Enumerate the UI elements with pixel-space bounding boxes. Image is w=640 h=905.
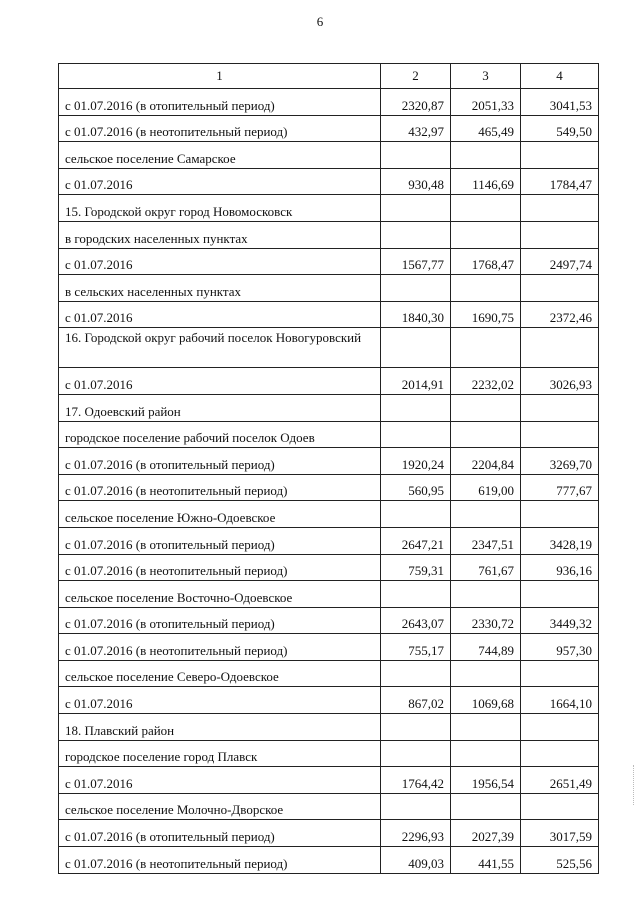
column-header: 3 xyxy=(451,64,521,89)
table-row xyxy=(59,275,599,302)
row-value-col-4: 3428,19 xyxy=(521,527,599,554)
row-label: с 01.07.2016 (в неотопительный период) xyxy=(59,847,381,874)
row-value-col-2 xyxy=(381,714,451,741)
table-body xyxy=(59,64,599,874)
table-row xyxy=(59,368,599,395)
page-number: 6 xyxy=(316,14,324,29)
row-value-col-2 xyxy=(381,660,451,687)
table-row xyxy=(59,115,599,142)
row-label: с 01.07.2016 (в отопительный период) xyxy=(59,89,381,116)
row-value-col-3: 2232,02 xyxy=(451,368,521,395)
row-value-col-4 xyxy=(521,421,599,448)
table-row xyxy=(59,474,599,501)
row-value-col-4: 549,50 xyxy=(521,115,599,142)
row-value-col-2 xyxy=(381,501,451,528)
row-value-col-2: 2296,93 xyxy=(381,820,451,847)
table-row xyxy=(59,714,599,741)
row-label: городское поселение рабочий поселок Одоев xyxy=(59,421,381,448)
table-row xyxy=(59,89,599,116)
row-value-col-2: 409,03 xyxy=(381,847,451,874)
table-row xyxy=(59,793,599,820)
table-row xyxy=(59,248,599,275)
row-value-col-3 xyxy=(451,660,521,687)
row-value-col-3 xyxy=(451,714,521,741)
row-value-col-4: 3026,93 xyxy=(521,368,599,395)
table-row xyxy=(59,195,599,222)
row-label: городское поселение город Плавск xyxy=(59,740,381,767)
column-header: 2 xyxy=(381,64,451,89)
table-row xyxy=(59,394,599,421)
table-row xyxy=(59,581,599,608)
row-value-col-3: 744,89 xyxy=(451,634,521,661)
row-label: с 01.07.2016 xyxy=(59,767,381,794)
row-value-col-4 xyxy=(521,394,599,421)
row-value-col-3 xyxy=(451,740,521,767)
row-value-col-3 xyxy=(451,221,521,248)
row-value-col-4 xyxy=(521,275,599,302)
table-row xyxy=(59,142,599,169)
row-value-col-3 xyxy=(451,195,521,222)
row-value-col-2 xyxy=(381,195,451,222)
row-value-col-4 xyxy=(521,221,599,248)
row-value-col-2 xyxy=(381,394,451,421)
row-value-col-4: 525,56 xyxy=(521,847,599,874)
row-value-col-2 xyxy=(381,328,451,368)
row-value-col-2: 2014,91 xyxy=(381,368,451,395)
row-value-col-3: 465,49 xyxy=(451,115,521,142)
row-value-col-3: 619,00 xyxy=(451,474,521,501)
table-row xyxy=(59,660,599,687)
row-value-col-2: 1567,77 xyxy=(381,248,451,275)
row-value-col-4: 936,16 xyxy=(521,554,599,581)
row-value-col-4: 1664,10 xyxy=(521,687,599,714)
row-value-col-2: 1840,30 xyxy=(381,301,451,328)
row-value-col-2 xyxy=(381,421,451,448)
row-value-col-3: 2204,84 xyxy=(451,448,521,475)
row-value-col-2: 759,31 xyxy=(381,554,451,581)
row-label: 16. Городской округ рабочий поселок Новогуровский xyxy=(59,328,381,368)
row-value-col-2 xyxy=(381,221,451,248)
row-value-col-4: 3017,59 xyxy=(521,820,599,847)
row-value-col-3: 2027,39 xyxy=(451,820,521,847)
table-row xyxy=(59,607,599,634)
row-value-col-4: 2651,49 xyxy=(521,767,599,794)
table-row xyxy=(59,820,599,847)
row-value-col-2 xyxy=(381,581,451,608)
row-value-col-4 xyxy=(521,581,599,608)
row-value-col-2 xyxy=(381,740,451,767)
column-header: 4 xyxy=(521,64,599,89)
row-label: с 01.07.2016 (в отопительный период) xyxy=(59,527,381,554)
row-value-col-4: 2497,74 xyxy=(521,248,599,275)
table-row xyxy=(59,527,599,554)
table-row xyxy=(59,767,599,794)
row-label: 15. Городской округ город Новомосковск xyxy=(59,195,381,222)
row-value-col-3 xyxy=(451,421,521,448)
row-value-col-2: 560,95 xyxy=(381,474,451,501)
row-label: с 01.07.2016 xyxy=(59,368,381,395)
table-row xyxy=(59,847,599,874)
row-value-col-3 xyxy=(451,581,521,608)
row-label: с 01.07.2016 (в неотопительный период) xyxy=(59,634,381,661)
table-row xyxy=(59,554,599,581)
table-row xyxy=(59,634,599,661)
row-value-col-4 xyxy=(521,142,599,169)
row-label: сельское поселение Северо-Одоевское xyxy=(59,660,381,687)
table-row xyxy=(59,421,599,448)
row-value-col-4 xyxy=(521,328,599,368)
row-value-col-3: 1768,47 xyxy=(451,248,521,275)
row-label: с 01.07.2016 (в неотопительный период) xyxy=(59,474,381,501)
row-value-col-4: 3269,70 xyxy=(521,448,599,475)
table-row xyxy=(59,687,599,714)
row-value-col-3 xyxy=(451,793,521,820)
table-row xyxy=(59,448,599,475)
row-value-col-4 xyxy=(521,501,599,528)
table-row xyxy=(59,501,599,528)
row-value-col-4 xyxy=(521,195,599,222)
row-value-col-3: 1069,68 xyxy=(451,687,521,714)
row-label: с 01.07.2016 (в неотопительный период) xyxy=(59,554,381,581)
row-value-col-3: 1146,69 xyxy=(451,168,521,195)
row-label: сельское поселение Южно-Одоевское xyxy=(59,501,381,528)
row-label: с 01.07.2016 xyxy=(59,301,381,328)
row-label: с 01.07.2016 (в отопительный период) xyxy=(59,448,381,475)
row-value-col-3: 1956,54 xyxy=(451,767,521,794)
row-label: в сельских населенных пунктах xyxy=(59,275,381,302)
row-value-col-4: 3449,32 xyxy=(521,607,599,634)
scan-artifact xyxy=(630,765,634,805)
row-label: с 01.07.2016 xyxy=(59,248,381,275)
row-value-col-3: 2347,51 xyxy=(451,527,521,554)
row-value-col-2: 2647,21 xyxy=(381,527,451,554)
row-value-col-2 xyxy=(381,275,451,302)
row-label: 18. Плавский район xyxy=(59,714,381,741)
table-header-row xyxy=(59,64,599,89)
row-label: с 01.07.2016 (в неотопительный период) xyxy=(59,115,381,142)
row-label: с 01.07.2016 xyxy=(59,168,381,195)
row-value-col-3: 2051,33 xyxy=(451,89,521,116)
row-value-col-3 xyxy=(451,275,521,302)
row-value-col-2: 755,17 xyxy=(381,634,451,661)
row-value-col-3 xyxy=(451,142,521,169)
row-label: с 01.07.2016 (в отопительный период) xyxy=(59,820,381,847)
row-value-col-4 xyxy=(521,793,599,820)
row-value-col-2: 867,02 xyxy=(381,687,451,714)
row-label: в городских населенных пунктах xyxy=(59,221,381,248)
row-value-col-3: 2330,72 xyxy=(451,607,521,634)
row-value-col-4: 1784,47 xyxy=(521,168,599,195)
row-label: 17. Одоевский район xyxy=(59,394,381,421)
row-label: с 01.07.2016 xyxy=(59,687,381,714)
row-value-col-3: 761,67 xyxy=(451,554,521,581)
row-label: сельское поселение Молочно-Дворское xyxy=(59,793,381,820)
row-label: сельское поселение Самарское xyxy=(59,142,381,169)
table-row xyxy=(59,328,599,368)
row-value-col-2 xyxy=(381,142,451,169)
table-row xyxy=(59,168,599,195)
row-value-col-2 xyxy=(381,793,451,820)
row-value-col-4: 777,67 xyxy=(521,474,599,501)
row-value-col-2: 930,48 xyxy=(381,168,451,195)
row-value-col-3 xyxy=(451,394,521,421)
column-header: 1 xyxy=(59,64,381,89)
table-row xyxy=(59,740,599,767)
row-value-col-2: 1764,42 xyxy=(381,767,451,794)
tariff-table xyxy=(58,63,599,874)
row-value-col-3: 441,55 xyxy=(451,847,521,874)
row-value-col-3 xyxy=(451,328,521,368)
row-value-col-2: 2643,07 xyxy=(381,607,451,634)
row-value-col-4: 3041,53 xyxy=(521,89,599,116)
row-value-col-3: 1690,75 xyxy=(451,301,521,328)
row-value-col-4: 2372,46 xyxy=(521,301,599,328)
row-value-col-3 xyxy=(451,501,521,528)
row-label: с 01.07.2016 (в отопительный период) xyxy=(59,607,381,634)
row-label: сельское поселение Восточно-Одоевское xyxy=(59,581,381,608)
row-value-col-4 xyxy=(521,740,599,767)
row-value-col-4 xyxy=(521,714,599,741)
row-value-col-2: 2320,87 xyxy=(381,89,451,116)
table-row xyxy=(59,221,599,248)
row-value-col-2: 1920,24 xyxy=(381,448,451,475)
table-row xyxy=(59,301,599,328)
row-value-col-2: 432,97 xyxy=(381,115,451,142)
row-value-col-4: 957,30 xyxy=(521,634,599,661)
row-value-col-4 xyxy=(521,660,599,687)
